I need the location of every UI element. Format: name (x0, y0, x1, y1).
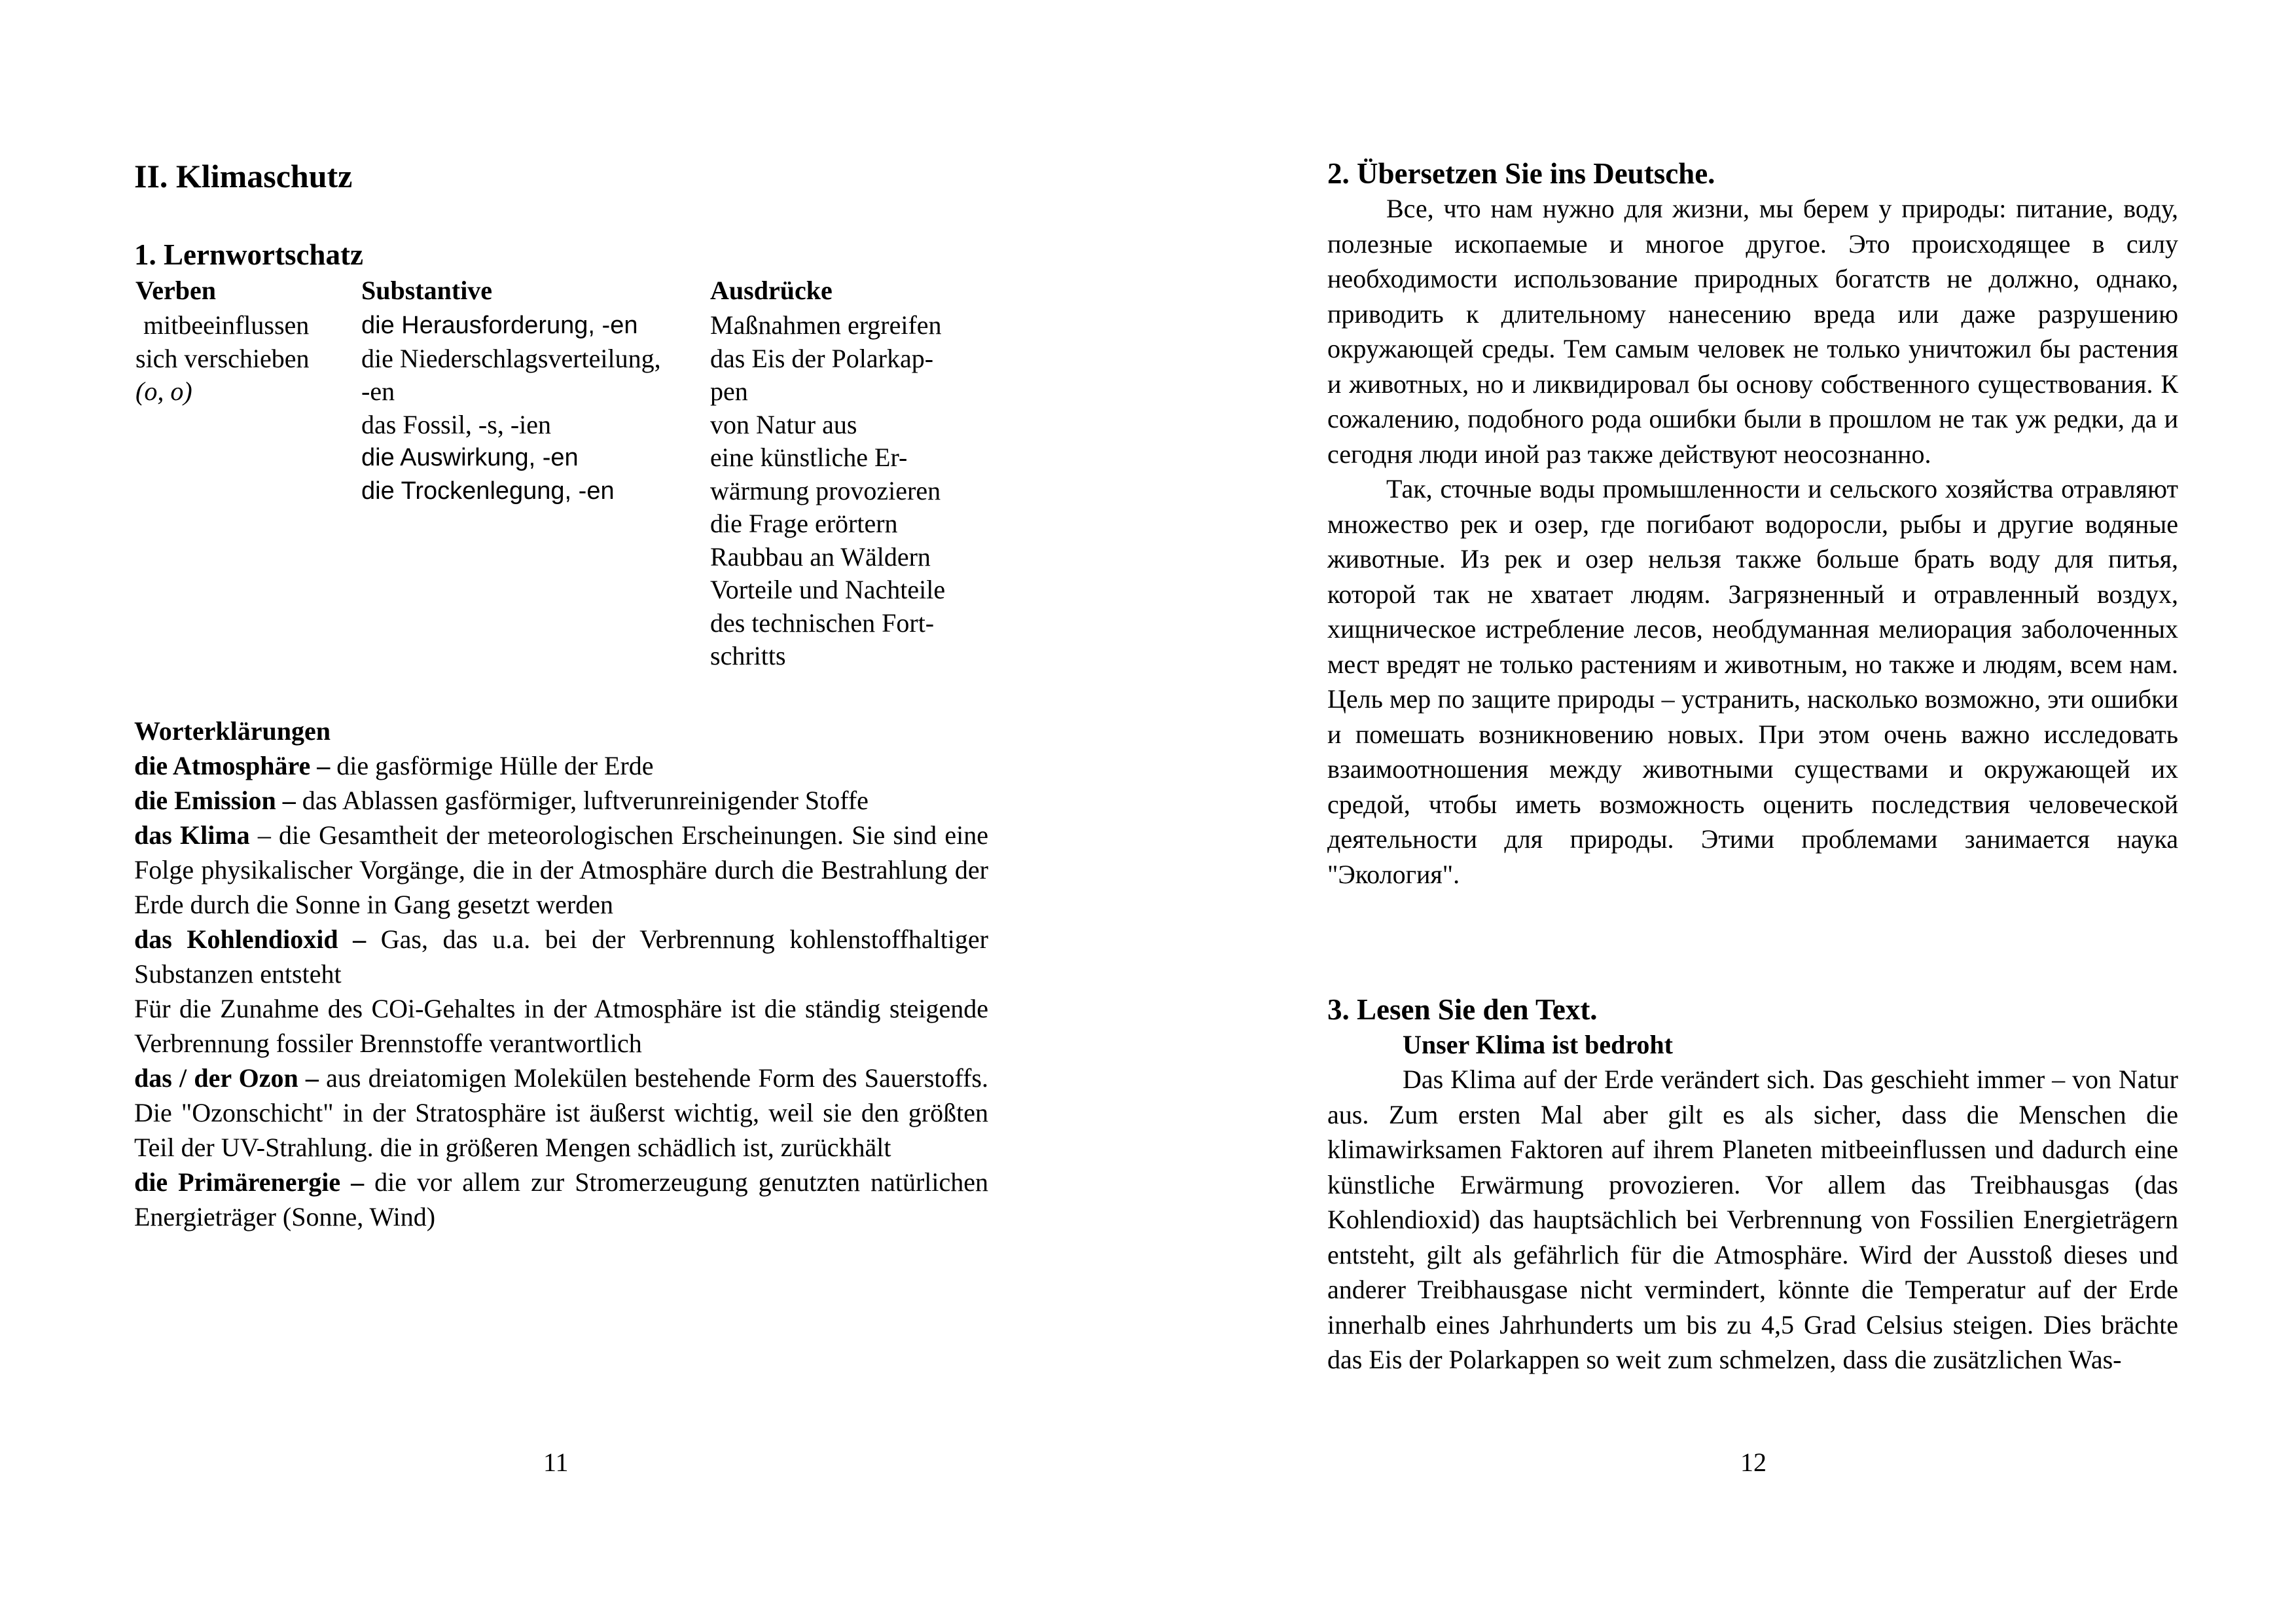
expression-item: Vorteile und Nachteile (710, 575, 946, 604)
verb-item: mitbeeinflussen (143, 310, 310, 340)
definition-text: die vor allem zur Stromerzeugung genutzten natürlichen Energieträger (Sonne, Wind) (134, 1167, 988, 1231)
german-paragraph: Das Klima auf der Erde verändert sich. Das geschieht immer – von Natur aus. Zum ersten Mal aber gilt es als sicher, dass die Menschen die klimawirksamen Faktoren auf ihrem Planeten mitbeeinflussen und dadurch eine künstliche Erwärmung provozieren. Vor allem das Treibhausgas (das Kohlendioxid) das hauptsächlich bei Verbrennung von Fossilien Energieträgern entsteht, gilt als gefährlich für die Atmosphäre. Wird der Ausstoß dieses und anderer Treibhausgase nicht vermindert, könnte die Temperatur auf der Erde innerhalb eines Jahrhunderts um bis zu 4,5 Grad Celsius steigen. Dies brächte das Eis der Polarkappen so weit zum schmelzen, dass die zusätzlichen Was- (1327, 1065, 2178, 1374)
russian-paragraph: Все, что нам нужно для жизни, мы берем у природы: питание, воду, полезные ископаемые и многое другое. Это происходящее в силу необходимости использование природных богатств не должно, однако, приводить к длительному нанесению вреда или даже разрушению окружающей среды. Тем самым человек не только уничтожил бы растения и животных, но и ликвидировал бы основу собственного существования. К сожалению, подобного рода ошибки были в прошлом не так уж редки, да и сегодня люди иной раз также действуют неосознанно. (1327, 194, 2178, 469)
expression-item: Raubbau an Wäldern (710, 541, 931, 572)
noun-item: die Herausforderung, -en (361, 312, 638, 339)
definition-text: das Ablassen gasförmiger, luftverunreinigender Stoffe (295, 786, 869, 815)
definition-entry (134, 748, 988, 783)
chapter-title: II. Klimaschutz (134, 158, 353, 194)
section-read-title: 3. Lesen Sie den Text. (1327, 993, 1598, 1026)
vocab-header-verben: Verben (135, 276, 216, 305)
nouns-column (361, 309, 661, 507)
definition-text: aus dreiatomigen Molekülen bestehende Form des Sauerstoffs. Die "Ozonschicht" in der Stratosphäre ist äußerst wichtig, weil sie den größten Teil der UV-Strahlung. die in größeren Mengen schädlich ist, zurückhält (134, 1063, 988, 1162)
expression-item: eine künstliche Er- (710, 443, 908, 472)
definition-entry (134, 818, 988, 922)
noun-item: die Trockenlegung, -en (361, 477, 615, 505)
noun-item: die Niederschlagsverteilung, (361, 343, 661, 373)
definition-term: die Emission – (134, 786, 296, 815)
vocab-columns (134, 309, 1011, 715)
definition-term: die Primärenergie – (134, 1167, 365, 1197)
definition-term: das Klima (134, 820, 250, 850)
expression-item: pen (710, 376, 748, 406)
reading-section (1327, 992, 2178, 1377)
definition-term: das / der Ozon – (134, 1063, 319, 1093)
expression-item: schritts (710, 641, 786, 670)
expression-item: wärmung provozieren (710, 475, 941, 505)
definition-text: die gasförmige Hülle der Erde (330, 751, 654, 780)
expression-item: des technischen Fort- (710, 608, 935, 638)
definitions-section (134, 714, 988, 1234)
expression-item: von Natur aus (710, 409, 857, 439)
definition-term: das Kohlendioxid – (134, 924, 367, 954)
definition-note-text: Für die Zunahme des COi-Gehaltes in der Atmosphäre ist die ständig steigende Verbrennung fossiler Brennstoffe verantwortlich (134, 994, 988, 1058)
section-translate-title: 2. Übersetzen Sie ins Deutsche. (1327, 157, 1715, 190)
russian-paragraph: Так, сточные воды промышленности и сельского хозяйства отравляют множество рек и озер, где погибают водоросли, рыбы и другие водяные животные. Из рек и озер нельзя также больше брать воду для питья, которой так не хватает людям. Загрязненный и отравленный воздух, хищническое истребление лесов, необдуманная мелиорация заболоченных мест вредят не только растениям и животным, но также и людям, всем нам. Цель мер по защите природы – устранить, насколько возможно, эти ошибки и помешать возникновению новых. При этом очень важно исследовать взаимоотношения между животными существами и окружающей их средой, чтобы иметь возможность оценить последствия человеческой деятельности для природы. Этими проблемами занимается наука "Экология". (1327, 474, 2178, 889)
verb-note: (o, o) (135, 376, 192, 406)
expression-item: Maßnahmen ergreifen (710, 310, 942, 340)
definitions-title: Worterklärungen (134, 716, 331, 746)
definition-note (134, 991, 988, 1061)
definition-entry (134, 922, 988, 991)
definition-entry (134, 783, 988, 818)
vocab-header-substantive: Substantive (361, 276, 493, 305)
noun-item: -en (361, 376, 395, 406)
vocabulary-section (134, 237, 1011, 715)
definition-term: die Atmosphäre – (134, 751, 331, 780)
reading-text-title: Unser Klima ist bedroht (1403, 1030, 1673, 1059)
expression-item: das Eis der Polarkap- (710, 343, 934, 373)
page-number-right: 12 (1740, 1448, 1767, 1477)
verbs-column (135, 309, 309, 409)
verb-item: sich verschieben (135, 343, 310, 373)
expression-item: die Frage erörtern (710, 509, 898, 538)
definition-entry (134, 1165, 988, 1234)
right-page (1148, 0, 2296, 1623)
expressions-column (710, 309, 945, 673)
definition-entry (134, 1061, 988, 1165)
vocab-header-row (134, 272, 1011, 309)
section-lernwortschatz-title: 1. Lernwortschatz (134, 238, 363, 271)
page-number-left: 11 (543, 1448, 569, 1477)
definition-text: Gas, das u.a. bei der Verbrennung kohlenstoffhaltiger Substanzen entsteht (134, 924, 988, 989)
noun-item: das Fossil, -s, -ien (361, 409, 551, 439)
translation-section (1327, 156, 2178, 892)
noun-item: die Auswirkung, -en (361, 444, 579, 471)
definition-text: – die Gesamtheit der meteorologischen Erscheinungen. Sie sind eine Folge physikalischer Vorgänge, die in der Atmosphäre durch die Bestrahlung der Erde durch die Sonne in Gang gesetzt werden (134, 820, 988, 919)
vocab-header-ausdruecke: Ausdrücke (710, 276, 833, 305)
